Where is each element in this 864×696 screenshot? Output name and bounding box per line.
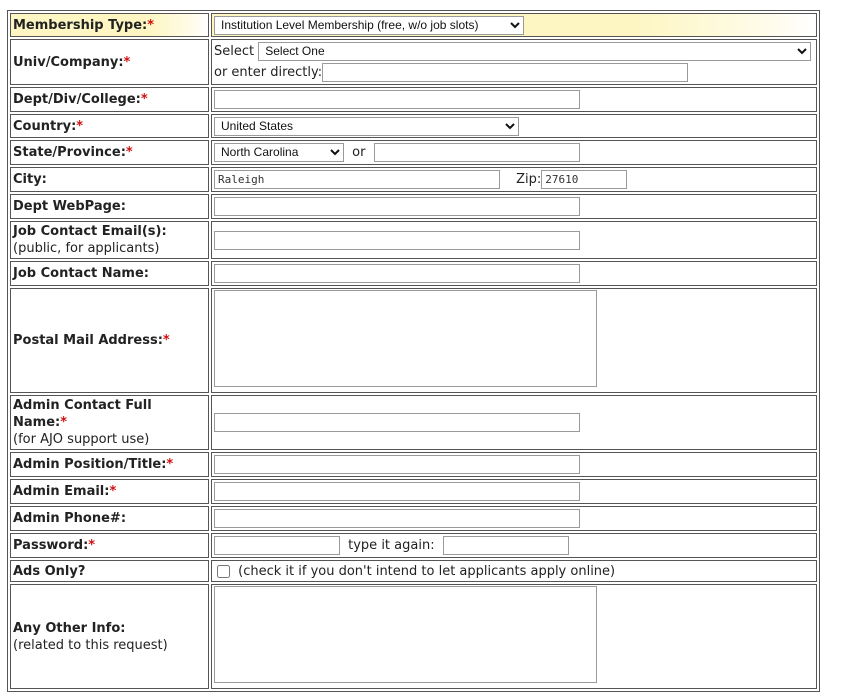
row-admin-name: [10, 395, 817, 450]
state-select[interactable]: [214, 143, 344, 162]
admin-name-sub-label: (for AJO support use): [13, 432, 150, 447]
dept-input-cell: [211, 87, 817, 112]
dept-webpage-label-cell: [10, 194, 209, 219]
row-admin-email: [10, 479, 817, 504]
required-mark: *: [140, 92, 148, 107]
zip-input[interactable]: [541, 170, 627, 189]
country-select[interactable]: [214, 117, 519, 136]
admin-name-label-cell: [10, 395, 209, 450]
country-input-cell: [211, 114, 817, 138]
admin-title-label: Admin Position/Title:: [13, 457, 167, 472]
membership-type-select[interactable]: [214, 16, 524, 35]
row-membership-type: [10, 13, 817, 37]
dept-input[interactable]: [214, 90, 580, 109]
admin-name-input[interactable]: [214, 413, 580, 432]
row-admin-phone: [10, 506, 817, 531]
ads-only-checkbox[interactable]: [217, 565, 230, 578]
zip-label: Zip:: [516, 172, 542, 187]
other-info-textarea[interactable]: [214, 586, 597, 683]
row-dept-webpage: [10, 194, 817, 219]
membership-type-input-cell: [211, 13, 817, 37]
dept-label-cell: [10, 87, 209, 112]
password-confirm-input[interactable]: [443, 536, 569, 555]
row-ads-only: [10, 560, 817, 582]
admin-title-label-cell: [10, 452, 209, 477]
other-info-label-cell: [10, 584, 209, 689]
password-input-cell: [211, 533, 817, 558]
state-input-cell: [211, 140, 817, 165]
city-input-cell: [211, 167, 817, 192]
univ-company-input-cell: [211, 39, 817, 85]
required-mark: *: [162, 333, 170, 348]
password-label: Password:: [13, 538, 89, 553]
row-other-info: [10, 584, 817, 689]
other-info-label: Any Other Info:: [13, 620, 126, 636]
row-city: [10, 167, 817, 192]
postal-address-label: Postal Mail Address:: [13, 333, 163, 348]
admin-title-input-cell: [211, 452, 817, 477]
admin-email-input[interactable]: [214, 482, 580, 501]
required-mark: *: [76, 118, 84, 134]
ads-only-label: Ads Only?: [13, 563, 86, 579]
state-label: State/Province:: [13, 145, 126, 160]
admin-title-input[interactable]: [214, 455, 580, 474]
admin-phone-label: Admin Phone#:: [13, 511, 127, 526]
admin-name-input-cell: [211, 395, 817, 450]
univ-company-label: Univ/Company:: [13, 54, 124, 70]
ads-only-input-cell: [211, 560, 817, 582]
row-country: [10, 114, 817, 138]
state-label-cell: [10, 140, 209, 165]
required-mark: *: [125, 145, 133, 160]
dept-webpage-label: Dept WebPage:: [13, 199, 126, 214]
univ-company-select[interactable]: [258, 42, 811, 61]
univ-company-select-prefix: Select: [214, 44, 255, 59]
state-or-label: or: [352, 145, 366, 161]
job-contact-name-input-cell: [211, 261, 817, 286]
job-contact-email-sub-label: (public, for applicants): [13, 241, 160, 256]
job-contact-name-input[interactable]: [214, 264, 580, 283]
password-input[interactable]: [214, 536, 340, 555]
admin-email-label: Admin Email:: [13, 484, 110, 499]
row-password: [10, 533, 817, 558]
postal-address-input-cell: [211, 288, 817, 393]
univ-company-direct-label: or enter directly:: [214, 65, 323, 80]
row-state: [10, 140, 817, 165]
row-univ-company: [10, 39, 817, 85]
job-contact-email-label: Job Contact Email(s):: [13, 224, 167, 239]
row-dept: [10, 87, 817, 112]
other-info-input-cell: [211, 584, 817, 689]
dept-label: Dept/Div/College:: [13, 92, 141, 107]
row-job-contact-name: [10, 261, 817, 286]
dept-webpage-input-cell: [211, 194, 817, 219]
admin-phone-label-cell: [10, 506, 209, 531]
required-mark: *: [147, 17, 155, 33]
job-contact-name-label: Job Contact Name:: [13, 266, 149, 281]
other-info-sub-label: (related to this request): [13, 637, 168, 653]
row-job-contact-email: [10, 221, 817, 259]
country-label: Country:: [13, 118, 77, 134]
membership-type-label-cell: [10, 13, 209, 37]
admin-phone-input-cell: [211, 506, 817, 531]
postal-address-label-cell: [10, 288, 209, 393]
job-contact-name-label-cell: [10, 261, 209, 286]
job-contact-email-label-cell: [10, 221, 209, 259]
required-mark: *: [60, 415, 68, 430]
password-again-label: type it again:: [348, 538, 435, 553]
province-input[interactable]: [374, 143, 580, 162]
city-label-cell: [10, 167, 209, 192]
ads-only-label-cell: [10, 560, 209, 582]
required-mark: *: [166, 457, 174, 472]
admin-phone-input[interactable]: [214, 509, 580, 528]
row-admin-title: [10, 452, 817, 477]
required-mark: *: [123, 54, 131, 70]
required-mark: *: [88, 538, 96, 553]
admin-email-label-cell: [10, 479, 209, 504]
country-label-cell: [10, 114, 209, 138]
univ-company-direct-input[interactable]: [322, 63, 688, 82]
postal-address-textarea[interactable]: [214, 290, 597, 387]
password-label-cell: [10, 533, 209, 558]
admin-name-label: Admin Contact Full Name:: [13, 398, 152, 430]
job-contact-email-input[interactable]: [214, 231, 580, 250]
dept-webpage-input[interactable]: [214, 197, 580, 216]
required-mark: *: [109, 484, 117, 499]
univ-company-label-cell: [10, 39, 209, 85]
admin-email-input-cell: [211, 479, 817, 504]
city-label: City:: [13, 172, 47, 187]
job-contact-email-input-cell: [211, 221, 817, 259]
city-input[interactable]: [214, 170, 500, 189]
ads-only-checkbox-text: (check it if you don't intend to let applicants apply online): [238, 563, 616, 579]
row-postal-address: [10, 288, 817, 393]
membership-type-label: Membership Type:: [13, 17, 148, 33]
registration-form-table: [7, 10, 820, 692]
